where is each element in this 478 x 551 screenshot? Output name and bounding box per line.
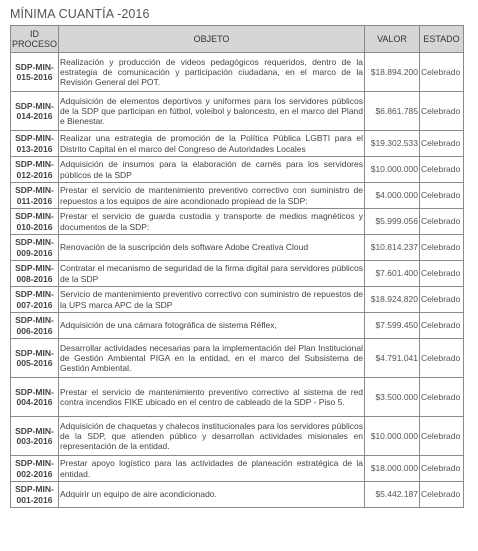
table-header-row bbox=[11, 26, 464, 53]
cell-valor: $19.302.533 bbox=[365, 131, 420, 157]
cell-valor: $10.814.237 bbox=[365, 235, 420, 261]
cell-id-proceso: SDP-MIN-001-2016 bbox=[11, 482, 59, 508]
table-row bbox=[11, 482, 464, 508]
cell-objeto: Adquisición de chaquetas y chalecos institucionales para los servidores públicos de la SDP, que atienden público y desarrollan actividades misionales en representación de la entidad. bbox=[59, 417, 365, 456]
cell-id-proceso: SDP-MIN-004-2016 bbox=[11, 378, 59, 417]
cell-valor: $3.500.000 bbox=[365, 378, 420, 417]
cell-id-proceso: SDP-MIN-013-2016 bbox=[11, 131, 59, 157]
cell-valor: $4.791.041 bbox=[365, 339, 420, 378]
cell-objeto: Prestar el servicio de mantenimiento preventivo correctivo al sistema de red contra incendios FIKE ubicado en el centro de cableado de la SDP - Piso 5. bbox=[59, 378, 365, 417]
cell-id-proceso: SDP-MIN-009-2016 bbox=[11, 235, 59, 261]
header-valor: VALOR bbox=[365, 26, 420, 53]
cell-objeto: Adquisición de elementos deportivos y uniformes para los servidores públicos de la SDP que participan en fútbol, voleibol y baloncesto, en el marco del Pland e Bienestar. bbox=[59, 92, 365, 131]
cell-valor: $4.000.000 bbox=[365, 183, 420, 209]
cell-id-proceso: SDP-MIN-008-2016 bbox=[11, 261, 59, 287]
table-row bbox=[11, 235, 464, 261]
cell-estado: Celebrado bbox=[420, 313, 464, 339]
cell-estado: Celebrado bbox=[420, 378, 464, 417]
cell-objeto: Servicio de mantenimiento preventivo correctivo con suministro de repuestos de la UPS marca APC de la SDP bbox=[59, 287, 365, 313]
cell-valor: $7.601.400 bbox=[365, 261, 420, 287]
header-objeto: OBJETO bbox=[59, 26, 365, 53]
cell-objeto: Adquisición de insumos para la elaboración de carnés para los servidores públicos de la SDP bbox=[59, 157, 365, 183]
cell-estado: Celebrado bbox=[420, 209, 464, 235]
cell-id-proceso: SDP-MIN-005-2016 bbox=[11, 339, 59, 378]
table-row bbox=[11, 261, 464, 287]
cell-objeto: Realizar una estrategia de promoción de la Política Pública LGBTI para el Distrito Capital en el marco del Congreso de Autoridades Locales bbox=[59, 131, 365, 157]
cell-valor: $5.999.056 bbox=[365, 209, 420, 235]
cell-objeto: Realización y producción de videos pedagógicos requeridos, dentro de la estrategia de comunicación y participación ciudadana, en el marco de la Revisión General del POT. bbox=[59, 53, 365, 92]
table-row bbox=[11, 131, 464, 157]
cell-objeto: Prestar apoyo logístico para las actividades de planeación estratégica de la entidad. bbox=[59, 456, 365, 482]
cell-estado: Celebrado bbox=[420, 287, 464, 313]
cell-id-proceso: SDP-MIN-002-2016 bbox=[11, 456, 59, 482]
table-row bbox=[11, 417, 464, 456]
cell-estado: Celebrado bbox=[420, 339, 464, 378]
cell-objeto: Prestar el servicio de mantenimiento preventivo correctivo con suministro de repuestos a los equipos de aire acondionado propiead de la SDP: bbox=[59, 183, 365, 209]
cell-estado: Celebrado bbox=[420, 261, 464, 287]
cell-estado: Celebrado bbox=[420, 417, 464, 456]
contracts-table bbox=[10, 25, 464, 508]
cell-estado: Celebrado bbox=[420, 131, 464, 157]
cell-objeto: Prestar el servicio de guarda custodia y transporte de medios magnéticos y documentos de la SDP: bbox=[59, 209, 365, 235]
cell-valor: $18.000.000 bbox=[365, 456, 420, 482]
cell-objeto: Contratar el mecanismo de seguridad de la firma digital para servidores públicos de la SDP bbox=[59, 261, 365, 287]
table-row bbox=[11, 378, 464, 417]
table-row bbox=[11, 183, 464, 209]
header-estado: ESTADO bbox=[420, 26, 464, 53]
cell-id-proceso: SDP-MIN-011-2016 bbox=[11, 183, 59, 209]
cell-valor: $18.894.200 bbox=[365, 53, 420, 92]
cell-id-proceso: SDP-MIN-014-2016 bbox=[11, 92, 59, 131]
cell-valor: $18.924.820 bbox=[365, 287, 420, 313]
cell-id-proceso: SDP-MIN-006-2016 bbox=[11, 313, 59, 339]
table-row bbox=[11, 53, 464, 92]
table-row bbox=[11, 209, 464, 235]
cell-objeto: Adquisición de una cámara fotográfica de sistema Réflex, bbox=[59, 313, 365, 339]
cell-objeto: Adquirir un equipo de aire acondicionado. bbox=[59, 482, 365, 508]
cell-estado: Celebrado bbox=[420, 157, 464, 183]
cell-valor: $10.000.000 bbox=[365, 157, 420, 183]
cell-estado: Celebrado bbox=[420, 92, 464, 131]
cell-estado: Celebrado bbox=[420, 456, 464, 482]
header-id-proceso: ID PROCESO bbox=[11, 26, 59, 53]
table-row bbox=[11, 313, 464, 339]
cell-valor: $7.599.450 bbox=[365, 313, 420, 339]
cell-estado: Celebrado bbox=[420, 53, 464, 92]
cell-objeto: Desarrollar actividades necesarias para la implementación del Plan Institucional de Gestión Ambiental PIGA en la entidad, en el marco del Subsistema de Gestión Ambiental. bbox=[59, 339, 365, 378]
cell-objeto: Renovación de la suscripción dels software Adobe Creativa Cloud bbox=[59, 235, 365, 261]
cell-valor: $10.000.000 bbox=[365, 417, 420, 456]
table-row bbox=[11, 287, 464, 313]
cell-id-proceso: SDP-MIN-012-2016 bbox=[11, 157, 59, 183]
cell-valor: $5.442.187 bbox=[365, 482, 420, 508]
table-row bbox=[11, 157, 464, 183]
cell-id-proceso: SDP-MIN-015-2016 bbox=[11, 53, 59, 92]
page-title: MÍNIMA CUANTÍA -2016 bbox=[10, 7, 150, 21]
table-row bbox=[11, 456, 464, 482]
cell-estado: Celebrado bbox=[420, 183, 464, 209]
cell-estado: Celebrado bbox=[420, 482, 464, 508]
table-row bbox=[11, 92, 464, 131]
cell-estado: Celebrado bbox=[420, 235, 464, 261]
table-row bbox=[11, 339, 464, 378]
cell-valor: $6.861.785 bbox=[365, 92, 420, 131]
cell-id-proceso: SDP-MIN-003-2016 bbox=[11, 417, 59, 456]
cell-id-proceso: SDP-MIN-007-2016 bbox=[11, 287, 59, 313]
cell-id-proceso: SDP-MIN-010-2016 bbox=[11, 209, 59, 235]
